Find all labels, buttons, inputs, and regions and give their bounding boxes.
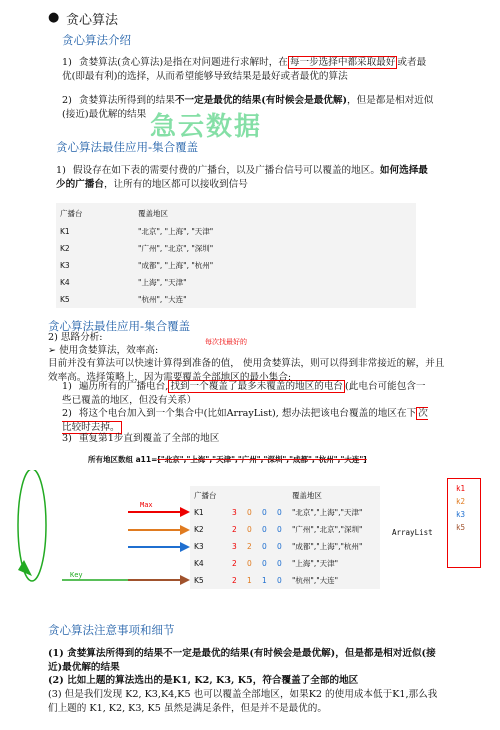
table-row: K2 2 0 0 0 "广州","北京","深圳" xyxy=(194,525,363,534)
table-row: K5 2 1 1 0 "杭州","大连" xyxy=(194,576,339,585)
key-label: Key xyxy=(70,571,83,579)
all-areas: 所有地区数组 a11=["北京","上海","天津","广州","深圳","成都","杭州","大连"] xyxy=(88,455,367,464)
strategy-step-2: 2) 将这个电台加入到一个集合中(比如ArrayList), 想办法把该电台覆盖的地区在下 次比较时去掉。 xyxy=(62,408,428,433)
coverage-table xyxy=(56,203,416,308)
intro-paragraph-2: 2) 贪婪算法所得到的结果不一定是最优的结果(有时候会是最优解)，但是都是相对近似(接近)最优解的结果 xyxy=(62,95,434,120)
table-row: K2 "广州", "北京", "深圳" xyxy=(60,244,214,253)
best-paragraph: 1) 假设存在如下表的需要付费的广播台，以及广播台信号可以覆盖的地区。如何选择最少的广播台，让所有的地区都可以接收到信号 xyxy=(56,165,428,190)
step-bullet: ➢ 使用贪婪算法，效率高: xyxy=(48,345,159,356)
annotation-best: 每次找最好的 xyxy=(205,338,247,346)
note-2: (2) 比如上题的算法选出的是K1, K2, K3, K5，符合覆盖了全部的地区 xyxy=(48,675,359,686)
watermark: 急云数据 xyxy=(150,112,263,142)
best-heading: 贪心算法最佳应用-集合覆盖 xyxy=(56,140,199,154)
table-row: K3 3 2 0 0 "成都","上海","杭州" xyxy=(194,542,363,551)
note-3: (3) 但是我们发现 K2, K3,K4,K5 也可以覆盖全部地区，如果K2 的使用成本低于K1,那么我们上题的 K1, K2, K3, K5 虽然是满足条件，但是并不是最优的。 xyxy=(48,689,438,714)
arraylist-label: ArrayList xyxy=(392,528,433,537)
table-header: 覆盖地区 xyxy=(138,208,168,218)
strategy-step-3: 3) 重复第1步直到覆盖了全部的地区 xyxy=(62,433,220,444)
strategy-step-1: 1) 遍历所有的广播电台, 找到一个覆盖了最多未覆盖的地区的电台 (此电台可能包含一些已覆盖的地区，但没有关系） xyxy=(62,381,426,406)
table-header: 广播台 xyxy=(60,208,83,218)
page-title: 贪心算法 xyxy=(66,13,119,28)
step-desc: 目前并没有算法可以快速计算得到准备的值， 使用贪婪算法，则可以得到非常接近的解，并且效率高。选择策略上，因为需要覆盖全部地区的最小集合: xyxy=(48,358,445,383)
highlight-box: 每一步选择中都采取最好 xyxy=(289,57,396,68)
intro-heading: 贪心算法介绍 xyxy=(62,33,131,47)
best2-heading: 贪心算法最佳应用-集合覆盖 xyxy=(48,319,191,333)
table-row: K5 "杭州", "大连" xyxy=(60,295,187,304)
table-row: K1 3 0 0 0 "北京","上海","天津" xyxy=(194,508,363,517)
table-row: K3 "成都", "上海", "杭州" xyxy=(60,261,214,270)
intro-paragraph-1: 1) 贪婪算法(贪心算法)是指在对问题进行求解时，在 每一步选择中都采取最好 或者最优(即最有利)的选择，从而希望能够导致结果是最好或者最优的算法 xyxy=(62,57,427,82)
table-row: K4 "上海", "天津" xyxy=(60,278,187,287)
notes-heading: 贪心算法注意事项和细节 xyxy=(48,623,175,637)
greedy-table: 广播台 覆盖地区 K1 3 0 0 0 "北京","上海","天津" K2 2 0 0 0 "广州","北京","深圳" K3 3 2 0 0 "成都","上海","杭州" K4 2 0 0 0 "上海","天津" K5 2 1 1 0 "杭州","大连" xyxy=(190,486,380,589)
max-label: Max xyxy=(140,501,153,509)
note-1: (1) 贪婪算法所得到的结果不一定是最优的结果(有时候会是最优解)，但是都是相对近似(接近)最优解的结果 xyxy=(48,648,436,673)
step-2: 2) 思路分析: xyxy=(48,332,103,343)
table-row: K1 "北京", "上海", "天津" xyxy=(60,227,214,236)
table-row: K4 2 0 0 0 "上海","天津" xyxy=(194,559,339,568)
bullet-dot: ● xyxy=(48,10,60,25)
result-list: k1 k2 k3 k5 xyxy=(447,478,481,568)
